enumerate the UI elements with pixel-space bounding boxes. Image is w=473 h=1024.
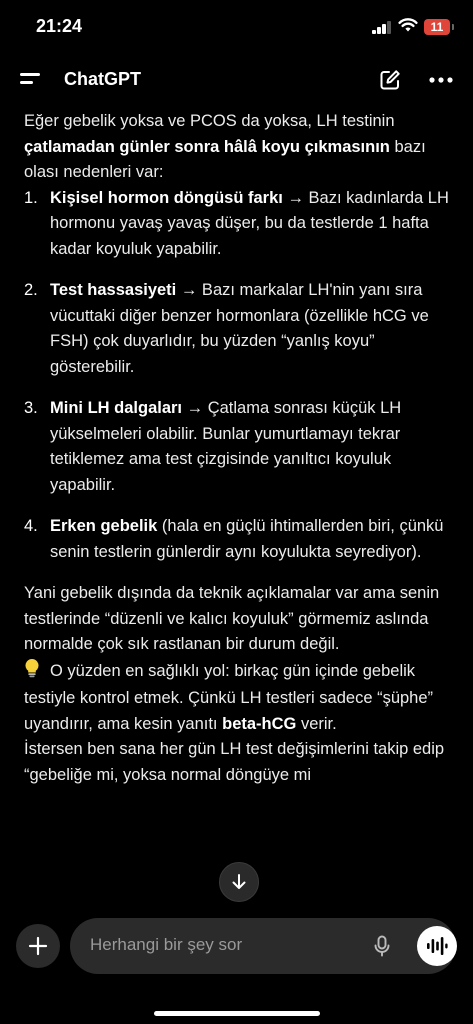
home-indicator bbox=[154, 1011, 320, 1016]
lightbulb-icon bbox=[24, 658, 42, 687]
plus-icon bbox=[28, 936, 48, 956]
list-item: 1. Kişisel hormon döngüsü farkı → Bazı kadınlarda LH hormonu yavaş yavaş düşer, bu da testlerde 1 hafta kadar koyuluk yapabilir. bbox=[24, 188, 449, 258]
edit-icon[interactable] bbox=[378, 68, 402, 92]
assistant-message bbox=[24, 109, 452, 788]
scroll-down-button[interactable] bbox=[219, 862, 259, 902]
message-paragraph: Yani gebelik dışında da teknik açıklamalar var ama senin testlerinde “düzenli ve kalıcı koyuluk” görmemiz aslında normalde çok sık rastlanan bir durum değil. bbox=[24, 584, 440, 653]
list-item: 3. Mini LH dalgaları → Çatlama sonrası küçük LH yükselmeleri olabilir. Bunlar yumurtlamayı tekrar tetiklemez ama test çizgisinde yanıltıcı koyuluk yapabilir. bbox=[24, 399, 402, 494]
message-input[interactable] bbox=[70, 918, 456, 974]
voice-wave-icon bbox=[426, 936, 448, 956]
menu-icon[interactable] bbox=[20, 72, 42, 88]
voice-mode-button[interactable] bbox=[417, 926, 457, 966]
cellular-signal-icon bbox=[372, 21, 392, 34]
composer bbox=[0, 910, 473, 1024]
app-header bbox=[0, 52, 473, 108]
arrow-down-icon bbox=[231, 873, 247, 891]
add-attachment-button[interactable] bbox=[16, 924, 60, 968]
message-intro: Eğer gebelik yoksa ve PCOS da yoksa, LH testinin çatlamadan günler sonra hâlâ koyu çıkmasının bazı olası nedenleri var: bbox=[24, 112, 426, 181]
message-input-placeholder: Herhangi bir şey sor bbox=[90, 935, 243, 954]
more-options-icon[interactable] bbox=[428, 68, 454, 92]
list-item: 4. Erken gebelik (hala en güçlü ihtimallerden biri, çünkü senin testlerin günlerdir aynı koyulukta seyrediyor). bbox=[24, 517, 444, 561]
list-item: 2. Test hassasiyeti → Bazı markalar LH'nin yanı sıra vücuttaki diğer benzer hormonlara (özellikle hCG ve FSH) çok duyarlıdır, bu yüzden “yanlış koyu” gösterebilir. bbox=[24, 281, 429, 376]
message-paragraph: İstersen ben sana her gün LH test değişimlerini takip edip “gebeliğe mi, yoksa normal döngüye mi bbox=[24, 740, 445, 784]
reasons-list bbox=[24, 186, 452, 566]
battery-indicator: 11 bbox=[424, 19, 450, 35]
wifi-icon bbox=[398, 17, 418, 38]
status-bar bbox=[0, 0, 473, 52]
mic-icon[interactable] bbox=[373, 935, 391, 962]
app-title[interactable]: ChatGPT bbox=[64, 69, 142, 89]
status-time: 21:24 bbox=[36, 16, 83, 36]
message-paragraph: O yüzden en sağlıklı yol: birkaç gün içinde gebelik testiyle kontrol etmek. Çünkü LH testleri sadece “şüphe” uyandırır, ama kesin yanıtı beta-hCG verir. bbox=[24, 658, 452, 738]
